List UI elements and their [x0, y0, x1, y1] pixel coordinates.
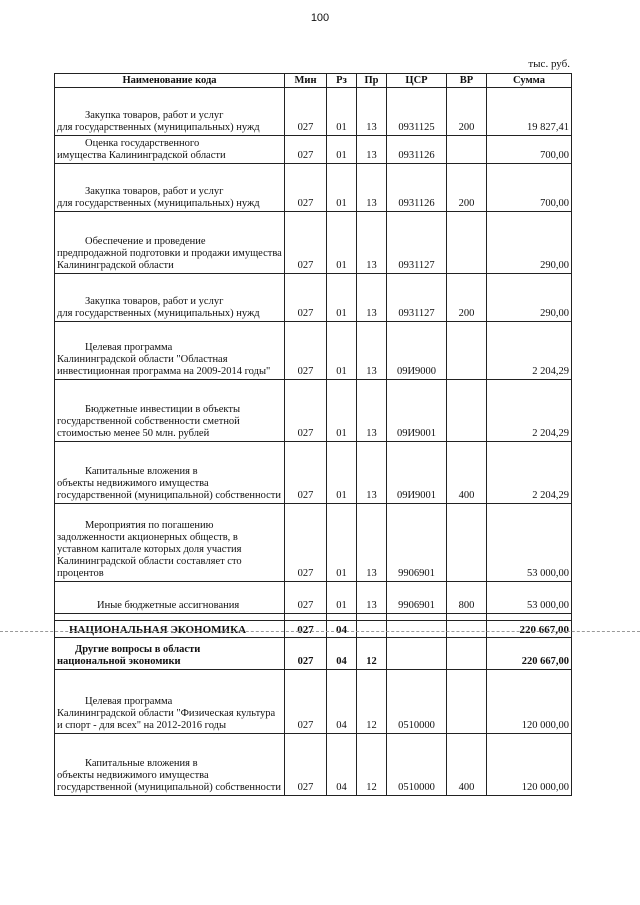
row-rz: 01: [327, 274, 357, 322]
row-min: 027: [285, 164, 327, 212]
row-csr: 9906901: [387, 582, 447, 614]
row-name: [55, 504, 285, 582]
column-header-csr: ЦСР: [387, 74, 447, 88]
row-rz: 01: [327, 136, 357, 164]
row-sum: 700,00: [487, 164, 572, 212]
table-row: [55, 734, 572, 796]
row-name-lead: Другие вопросы в области: [75, 644, 201, 655]
column-header-pr: Пр: [357, 74, 387, 88]
row-name: [55, 136, 285, 164]
row-pr: 13: [357, 322, 387, 380]
row-rz: 01: [327, 212, 357, 274]
budget-table: [54, 73, 572, 796]
row-rz: 04: [327, 621, 357, 638]
row-name-lead: Иные бюджетные ассигнования: [97, 600, 240, 611]
row-sum: 2 204,29: [487, 442, 572, 504]
row-rz: 01: [327, 164, 357, 212]
table-row: [55, 380, 572, 442]
table-header-row: [55, 74, 572, 88]
table-row: [55, 164, 572, 212]
row-min: 027: [285, 380, 327, 442]
row-name-lead: Закупка товаров, работ и услуг: [85, 110, 224, 121]
column-header-name: Наименование кода: [55, 74, 285, 88]
row-pr: 13: [357, 380, 387, 442]
row-csr: 0510000: [387, 670, 447, 734]
units-label: тыс. руб.: [528, 58, 570, 70]
column-header-rz: Рз: [327, 74, 357, 88]
table-gap: [55, 614, 572, 621]
row-name-lead: Закупка товаров, работ и услуг: [85, 296, 224, 307]
row-rz: 04: [327, 638, 357, 670]
row-csr: 0931125: [387, 88, 447, 136]
row-csr: 09И9001: [387, 380, 447, 442]
row-sum: 220 667,00: [487, 621, 572, 638]
row-vr: 800: [447, 582, 487, 614]
row-name: [55, 380, 285, 442]
row-name: [55, 621, 285, 638]
row-name-lead: Капитальные вложения в: [85, 466, 198, 477]
row-min: 027: [285, 504, 327, 582]
row-rz: 01: [327, 380, 357, 442]
table-row: [55, 621, 572, 638]
row-min: 027: [285, 88, 327, 136]
row-name-rest: для государственных (муниципальных) нужд: [57, 308, 260, 319]
table-row: [55, 638, 572, 670]
column-header-min: Мин: [285, 74, 327, 88]
row-vr: 400: [447, 734, 487, 796]
row-name-rest: государственной собственности сметной стоимостью менее 50 млн. рублей: [57, 416, 240, 439]
row-name-lead: Бюджетные инвестиции в объекты: [85, 404, 241, 415]
row-vr: [447, 638, 487, 670]
row-csr: 9906901: [387, 504, 447, 582]
table-row: [55, 670, 572, 734]
row-min: 027: [285, 442, 327, 504]
row-vr: 400: [447, 442, 487, 504]
row-name-lead: Мероприятия по погашению: [85, 520, 214, 531]
row-vr: [447, 621, 487, 638]
column-header-sum: Сумма: [487, 74, 572, 88]
row-csr: 0931127: [387, 212, 447, 274]
row-sum: 290,00: [487, 212, 572, 274]
row-pr: 13: [357, 88, 387, 136]
row-name-rest: задолженности акционерных обществ, в уставном капитале которых доля участия Калининградской области составляет сто процентов: [57, 532, 242, 579]
row-sum: 700,00: [487, 136, 572, 164]
row-min: 027: [285, 734, 327, 796]
row-pr: 13: [357, 274, 387, 322]
row-name-rest: национальной экономики: [57, 656, 181, 667]
row-name-lead: Обеспечение и проведение: [85, 236, 206, 247]
row-sum: 2 204,29: [487, 322, 572, 380]
column-header-vr: ВР: [447, 74, 487, 88]
row-pr: 13: [357, 582, 387, 614]
row-sum: 290,00: [487, 274, 572, 322]
row-vr: [447, 322, 487, 380]
table-row: [55, 442, 572, 504]
row-min: 027: [285, 212, 327, 274]
row-sum: 2 204,29: [487, 380, 572, 442]
row-name: [55, 638, 285, 670]
row-csr: 0931126: [387, 164, 447, 212]
row-name: [55, 274, 285, 322]
row-csr: [387, 621, 447, 638]
row-name: [55, 442, 285, 504]
page-number: 100: [310, 12, 330, 24]
row-rz: 04: [327, 670, 357, 734]
row-min: 027: [285, 621, 327, 638]
row-name-lead: Капитальные вложения в: [85, 758, 198, 769]
row-csr: 0931126: [387, 136, 447, 164]
table-row: [55, 212, 572, 274]
row-rz: 04: [327, 734, 357, 796]
row-name: [55, 164, 285, 212]
row-vr: 200: [447, 88, 487, 136]
row-min: 027: [285, 274, 327, 322]
row-name-rest: Калининградской области "Физическая культура и спорт - для всех" на 2012-2016 годы: [57, 708, 276, 731]
row-pr: 13: [357, 442, 387, 504]
row-vr: [447, 380, 487, 442]
row-name: [55, 88, 285, 136]
row-sum: 220 667,00: [487, 638, 572, 670]
row-pr: 13: [357, 136, 387, 164]
row-name: [55, 734, 285, 796]
row-pr: 12: [357, 638, 387, 670]
row-rz: 01: [327, 504, 357, 582]
row-pr: 12: [357, 734, 387, 796]
table-row: [55, 504, 572, 582]
row-sum: 53 000,00: [487, 582, 572, 614]
row-rz: 01: [327, 582, 357, 614]
row-sum: 120 000,00: [487, 734, 572, 796]
row-name-rest: для государственных (муниципальных) нужд: [57, 198, 260, 209]
row-pr: 13: [357, 164, 387, 212]
row-pr: 13: [357, 504, 387, 582]
row-name-rest: для государственных (муниципальных) нужд: [57, 122, 260, 133]
row-name-lead: Оценка государственного: [85, 138, 200, 149]
row-sum: 19 827,41: [487, 88, 572, 136]
page-fold-line: [0, 631, 640, 632]
row-csr: [387, 638, 447, 670]
row-name-rest: Калининградской области "Областная инвестиционная программа на 2009-2014 годы": [57, 354, 271, 377]
row-name-rest: объекты недвижимого имущества государственной (муниципальной) собственности: [57, 770, 282, 793]
row-name-lead: НАЦИОНАЛЬНАЯ ЭКОНОМИКА: [69, 624, 247, 636]
row-pr: 12: [357, 670, 387, 734]
table-row: [55, 88, 572, 136]
row-name-rest: объекты недвижимого имущества государственной (муниципальной) собственности: [57, 478, 282, 501]
row-rz: 01: [327, 442, 357, 504]
row-name: [55, 322, 285, 380]
row-rz: 01: [327, 88, 357, 136]
row-vr: [447, 670, 487, 734]
table-row: [55, 274, 572, 322]
row-sum: 53 000,00: [487, 504, 572, 582]
row-rz: 01: [327, 322, 357, 380]
row-sum: 120 000,00: [487, 670, 572, 734]
table-row: [55, 136, 572, 164]
row-min: 027: [285, 638, 327, 670]
row-vr: 200: [447, 164, 487, 212]
row-vr: [447, 212, 487, 274]
row-name: [55, 670, 285, 734]
row-min: 027: [285, 670, 327, 734]
row-name: [55, 212, 285, 274]
row-name-rest: предпродажной подготовки и продажи имущества Калининградской области: [57, 248, 282, 271]
row-name-lead: Целевая программа: [85, 342, 173, 353]
row-name: [55, 582, 285, 614]
row-name-lead: Закупка товаров, работ и услуг: [85, 186, 224, 197]
table-row: [55, 582, 572, 614]
row-min: 027: [285, 136, 327, 164]
row-pr: 13: [357, 212, 387, 274]
row-min: 027: [285, 582, 327, 614]
row-vr: [447, 504, 487, 582]
row-name-lead: Целевая программа: [85, 696, 173, 707]
row-csr: 09И9000: [387, 322, 447, 380]
row-pr: [357, 621, 387, 638]
row-csr: 0931127: [387, 274, 447, 322]
row-vr: 200: [447, 274, 487, 322]
row-min: 027: [285, 322, 327, 380]
row-name-rest: имущества Калининградской области: [57, 150, 226, 161]
table-row: [55, 322, 572, 380]
row-csr: 09И9001: [387, 442, 447, 504]
row-vr: [447, 136, 487, 164]
row-csr: 0510000: [387, 734, 447, 796]
